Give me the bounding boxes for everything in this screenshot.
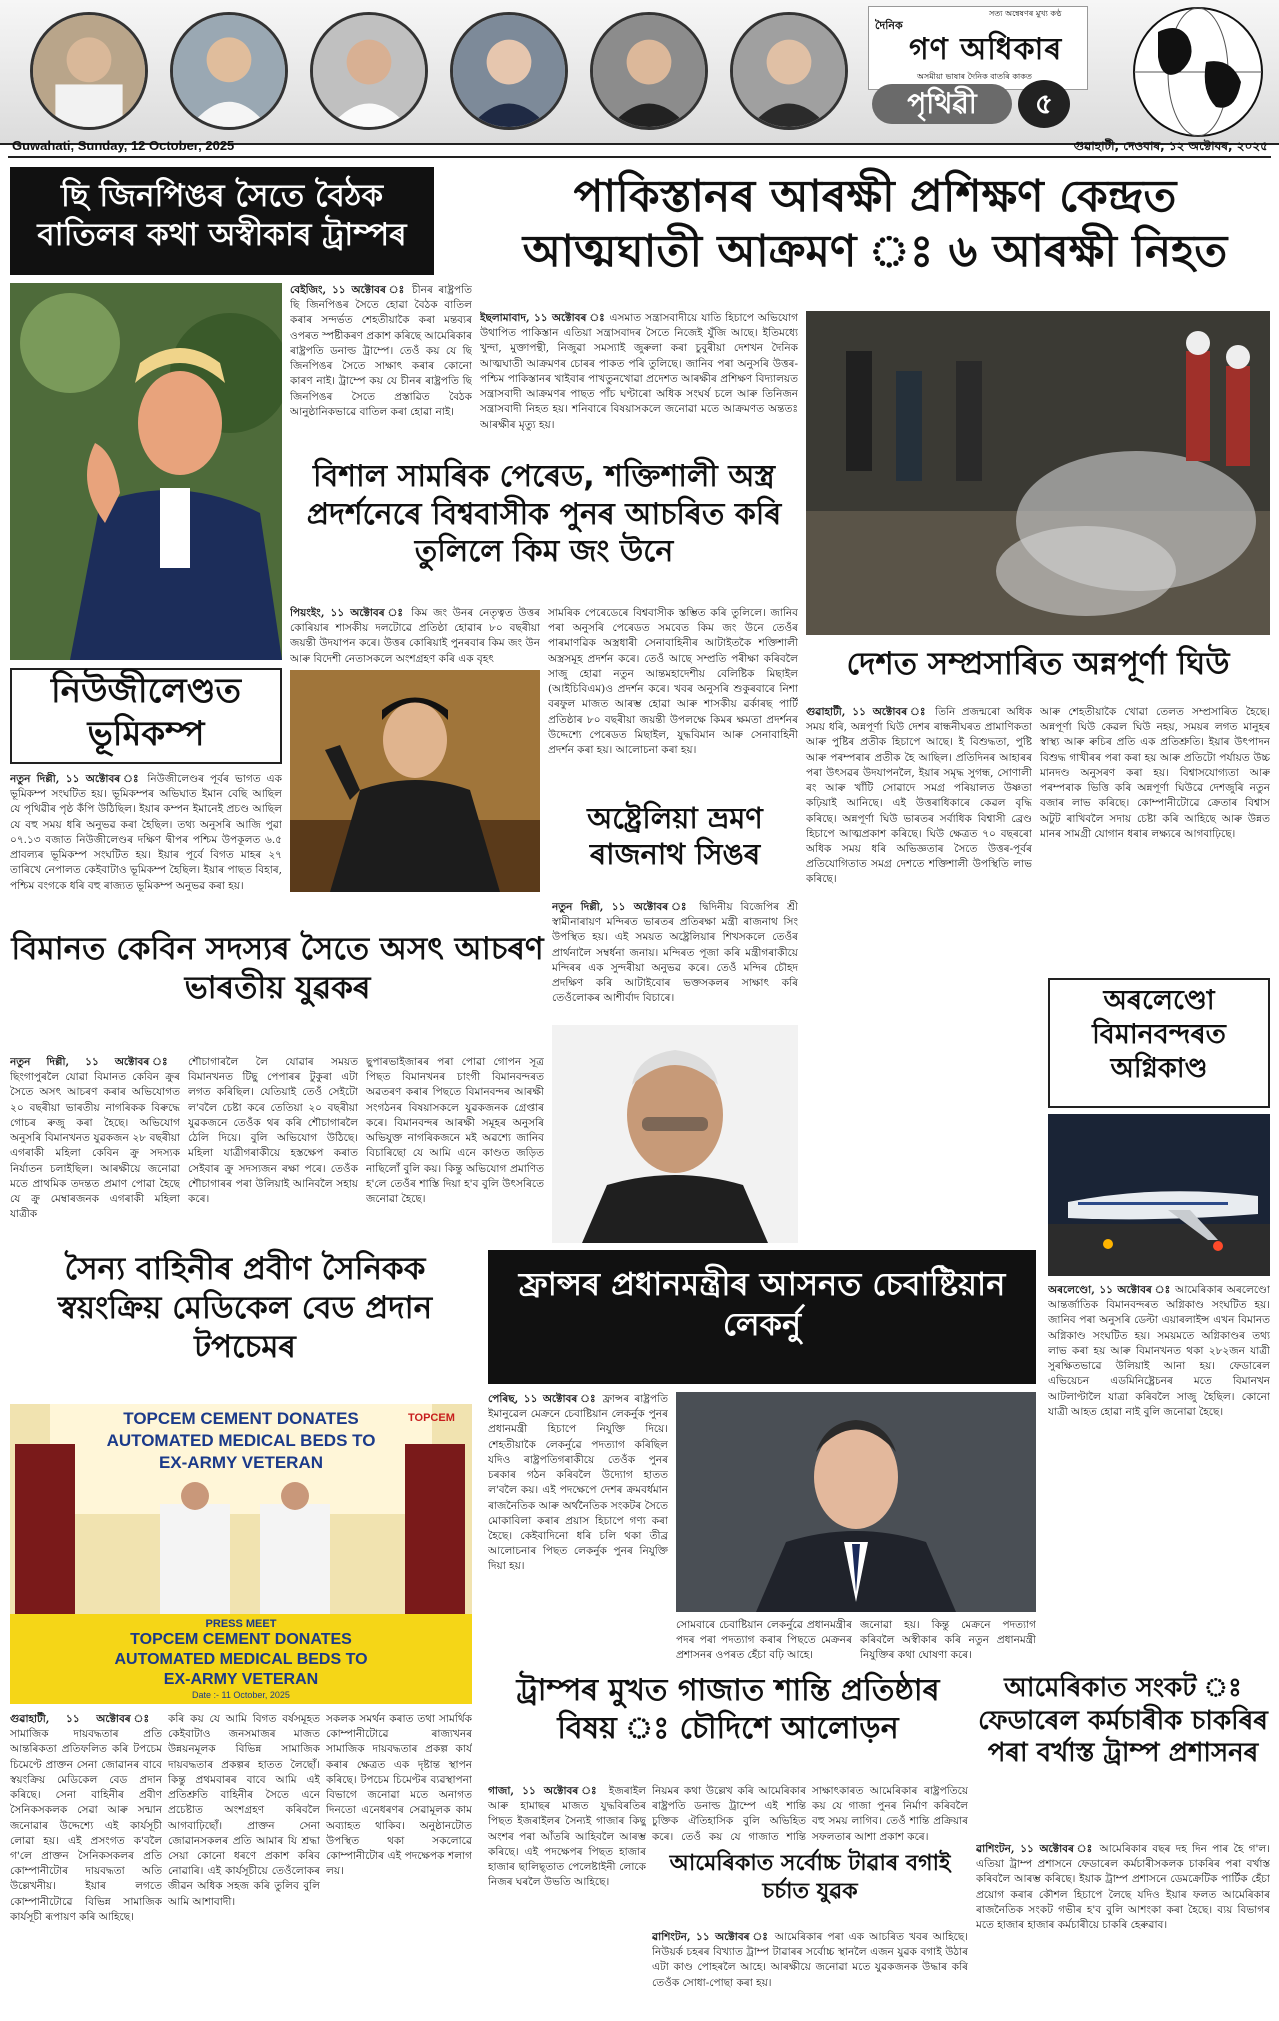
- photo-date: Date :- 11 October, 2025: [192, 1690, 290, 1700]
- leader-portrait: [590, 12, 708, 130]
- page-number: ৫: [1018, 80, 1070, 128]
- dateline: গাজা, ১১ অক্টোবৰ ঃ: [488, 1785, 602, 1797]
- banner-text: EX-ARMY VETERAN: [158, 1453, 324, 1473]
- headline-cabin-crew: বিমানত কেবিন সদস্যৰ সৈতে অসৎ আচৰণ ভাৰতীয় যুৱকৰ: [11, 931, 544, 1006]
- banner-text: TOPCEM CEMENT DONATES: [130, 1631, 352, 1648]
- story-gaza-col1: [488, 1784, 646, 2012]
- leader-portrait: [310, 12, 428, 130]
- story-text: চীনৰ ৰাষ্ট্ৰপতি ছি জিনপিঙৰ সৈতে হোৱা বৈঠক বাতিল কৰাৰ সন্দৰ্ভত শেহতীয়াকৈ কৰা মন্তব্যৰ ওপৰত স্পষ্টীকৰণ প্ৰকাশ কৰিছে আমেৰিকাৰ ৰাষ্ট্ৰপতি ডনাল্ড ট্ৰাম্পে। তেওঁ কয় যে ছি জিনপিঙৰ সৈতে সাক্ষাৎ কৰাৰ কোনো কাৰণ নাই। ট্ৰাম্পে কয় যে চীনৰ ৰাষ্ট্ৰপতি ছি জিনপিঙৰ সৈতে প্ৰস্তাৱিত বৈঠক আনুষ্ঠানিকভাৱে বাতিল কৰা হোৱা নাই।: [290, 284, 472, 418]
- story-text: কিম জং উনৰ নেতৃত্বত উত্তৰ কোৰিয়াৰ শাসকীয় দলটোৱে প্ৰতিষ্ঠা হোৱাৰ ৮০ বছৰীয়া জয়ন্তী উদযাপন কৰে। উত্তৰ কোৰিয়াই পুনৰবাৰ কিম জং উন আৰু বিদেশী নেতাসকলে অংশগ্ৰহণ কৰি এক বৃহৎ: [290, 607, 540, 665]
- logo-name: গণ অধিকাৰ: [909, 32, 1063, 67]
- story-kim-body-left: [290, 606, 540, 666]
- story-text: নিউজীলেণ্ডৰ পূৰ্বৰ ভাগত এক ভূমিকম্প সংঘটিত হয়। ভূমিকম্পৰ অভিঘাত ইমান বেছি আছিল যে পৃথিৱীৰ পৃষ্ঠ কঁপি উঠিছিল। ইয়াৰ কম্পন ইমানেই প্ৰচণ্ড আছিল যে বহু সময় ধৰি অনুভৱ কৰা হৈছিল। তথ্য অনুসৰি আজি পুৱা ০৭.১৩ বজাত নিউজীলেণ্ডৰ দক্ষিণ দ্বীপৰ পশ্চিম উপকূলত ৬.৫ প্ৰাবল্যৰ ভূমিকম্প সংঘটিত হয়। ইয়াৰ পূৰ্বে বিগত মাহৰ ২৭ তাৰিখে নেপালত কেইবাটাও ভূমিকম্প হৈছিল। ইয়াৰ পাছত বিহাৰ, পশ্চিম বংগকে ধৰি বহু ৰাজ্যত ভূমিকম্প অনুভৱ কৰা হয়।: [10, 773, 282, 892]
- dateline: নতুন দিল্লী, ১১ অক্টোবৰ ঃ: [10, 1056, 180, 1068]
- brand-logo: TOPCEM: [408, 1412, 455, 1424]
- story-orlando-body: [1048, 1283, 1270, 1655]
- story-lecornu-bottom: সোমবাৰে চেবাষ্টিয়ান লেকৰ্নুৱে প্ৰধানমন্ত্ৰীৰ পদৰ পৰা পদত্যাগ কৰাৰ পিছতে মেক্ৰনৰ প্ৰশাসনৰ ওপৰত হেঁচা বঢ়ি আহে।: [676, 1619, 852, 1662]
- headline-orlando: অৰলেণ্ডো বিমানবন্দৰত অগ্নিকাণ্ড: [1092, 985, 1226, 1084]
- photo-topcem-event: [10, 1404, 472, 1704]
- globe-icon: [1106, 2, 1276, 142]
- story-gaza-col2: নিয়মৰ কথা উল্লেখ কৰি আমেৰিকাৰ ৰাষ্ট্ৰপতি ডনাল্ড ট্ৰাম্পে এই শান্তি চুক্তিক ঐতিহাসিক বুলি অভিহিত কৰে। তেওঁ কয় যে গাজাত শান্তি: [652, 1785, 806, 1843]
- press-meet-label: PRESS MEET: [205, 1618, 277, 1630]
- story-text: আমেৰিকাৰ অৰলেণ্ডো আন্তৰ্জাতিক বিমানবন্দৰত অগ্নিকাণ্ড সংঘটিত হয়। জানিব পৰা অনুসৰি ডেল্টা এয়াৰলাইন্স এখন বিমানত অগ্নিকাণ্ড সংঘটিত হয়। সময়মতে অগ্নিকাণ্ডৰ তথ্য লাভ কৰা হয় আৰু বিমানখনত থকা ২৮২জন যাত্ৰী সুৰক্ষিতভাৱে উলিয়াই আনা হয়। ফেডাৰেল এভিয়েচন এডমিনিষ্ট্ৰেচনৰ মতে বিমানখন আটলাণ্টালৈ যাত্ৰা কৰিবলৈ সাজু হৈছিল। কোনো যাত্ৰী আহত হোৱা নাই বুলি জনোৱা হৈছে।: [1048, 1284, 1270, 1418]
- banner-text: AUTOMATED MEDICAL BEDS TO: [114, 1651, 368, 1668]
- masthead: [0, 0, 1279, 145]
- dateline: বেইজিং, ১১ অক্টোবৰ ঃ: [290, 284, 407, 296]
- headline-federal: আমেৰিকাত সংকট ঃ ফেডাৰেল কৰ্মচাৰীক চাকৰিৰ পৰা বৰ্খাস্ত ট্ৰাম্প প্ৰশাসনৰ: [978, 1673, 1268, 1768]
- story-pakistan-body: [480, 311, 798, 463]
- story-cabin-col2: শৌচাগাৰলৈ লৈ যোৱাৰ সময়ত বিমানখনত টিছু পেপাৰৰ টুকুৰা এটা লগত কৰিছিল। যেতিয়াই তেওঁ সেইটো ল'বলৈ চেষ্টা কৰে তেতিয়া ২০ বছৰীয়া যুৱকজনে তেওঁক থৰ কৰি শৌচাগাৰলৈ ঠেলি দিয়ে। বুলি অভিযোগ উঠিছে। মহিলা যাত্ৰীগৰাকীয়ে হস্তক্ষেপ কৰাত সেইবাৰ ক্ৰু সদস্যজন ৰক্ষা পৰে। তেওঁক শৌচাগাৰৰ পৰা উলিয়াই আনিবলৈ সহায় কৰে।: [188, 1056, 358, 1205]
- dateline: পিয়ংইং, ১১ অক্টোবৰ ঃ: [290, 607, 406, 619]
- story-text: আমেৰিকাৰ পৰা এক আচৰিত খবৰ আহিছে। নিউয়ৰ্ক চহৰৰ বিখ্যাত ট্ৰাম্প টাৱাৰৰ সৰ্বোচ্চ স্থানলৈ এজন যুৱক বগাই উঠাৰ এটা কাণ্ড পোহৰলৈ আহে। আৰক্ষীয়ে জনোৱা মতে যুৱকজনক উদ্ধাৰ কৰি তেওঁক সোধা-পোছা কৰা হয়।: [652, 1931, 968, 1989]
- story-topcem-col1: [10, 1712, 162, 2012]
- logo-tagline: অসমীয়া ভাষাৰ দৈনিক বাতৰি কাকত: [917, 72, 1032, 81]
- story-gaza-col3: সাক্ষাৎকাৰত আমেৰিকাৰ ৰাষ্ট্ৰপতিয়ে কয় যে গাজা পুনৰ নিৰ্মাণ কৰিবলৈ বহু সময় লাগিব। তেওঁ শান্তি প্ৰক্ৰিয়াৰ সফলতাৰ আশা প্ৰকাশ কৰে।: [812, 1785, 968, 1843]
- logo-motto: সত্য অন্বেষণৰ মুখ্য কণ্ঠ: [989, 9, 1062, 18]
- dateline: অৰলেণ্ডো, ১১ অক্টোবৰ ঃ: [1048, 1284, 1171, 1296]
- story-rajnath-body: [552, 900, 798, 1018]
- section-label: পৃথিৱী: [872, 84, 1012, 124]
- story-lecornu-bottom2: জনোৱা হয়। কিন্তু মেক্ৰনে পদত্যাগ কৰিবলৈ অস্বীকাৰ কৰি নতুন প্ৰধানমন্ত্ৰী নিযুক্তিৰ কথা ঘোষণা কৰে।: [860, 1619, 1036, 1662]
- date-assamese: গুৱাহাটী, দেওবাৰ, ১২ অক্টোবৰ, ২০২৫: [1073, 139, 1268, 153]
- photo-lecornu: [676, 1392, 1036, 1612]
- story-text: আমেৰিকাৰ বছৰ দহ দিন পাৰ হৈ গ'ল। এতিয়া ট্ৰাম্প প্ৰশাসনে ফেডাৰেল কৰ্মচাৰীসকলক চাকৰিৰ পৰা বৰ্খাস্ত কৰিবলৈ আৰম্ভ কৰিছে। ইয়াক ট্ৰাম্প প্ৰশাসনে ডেমক্ৰেটিক পাৰ্টিক হেঁচা প্ৰয়োগ কৰাৰ কৌশল হিচাপে লৈছে যদিও ইয়াৰ ফলত আমেৰিকাৰ ৰাজনৈতিক সংকট গভীৰ হ'ব বুলি আশংকা কৰা হৈছে। ব্যয় বিভাগৰ মতে হাজাৰ হাজাৰ কৰ্মচাৰীয়ে চাকৰি হেৰুৱাব।: [976, 1843, 1270, 1932]
- headline-nz-quake: নিউজীলেণ্ডত ভূমিকম্প: [51, 671, 241, 754]
- story-lecornu-body: [488, 1392, 668, 1664]
- banner-text: EX-ARMY VETERAN: [163, 1671, 319, 1688]
- leader-portrait: [30, 12, 148, 130]
- story-cabin-col3: ছুপাৰভাইজাৰৰ পৰা পোৱা গোপন সূত্ৰ পিছত বিমানখনৰ চাংগী বিমানবন্দৰত অৱতৰণ কৰাৰ পিছতে বিমানবন্দৰ আৰক্ষী সংগঠনৰ বিষয়াসকলে যুৱকজনক গ্ৰেপ্তাৰ কৰে। বিমানবন্দৰ আৰক্ষী সমূহৰ অনুসৰি অভিযুক্ত নাগৰিকজনে মই অৱশ্যে জানিব বিচাৰিছো যে আমি এনে কাণ্ডত জড়িত নাছিলোঁ বুলি কয়। কিন্তু অভিযোগ প্ৰমাণিত হ'লে তেওঁৰ শাস্তি দিয়া হ'ব বুলি উৎসৰিতে জনোৱা হৈছে।: [366, 1056, 544, 1205]
- newspaper-logo: [868, 6, 1088, 90]
- headline-lecornu: ফ্ৰান্সৰ প্ৰধানমন্ত্ৰীৰ আসনত চেবাষ্টিয়ান লেকৰ্নু: [488, 1250, 1036, 1384]
- story-federal-body: [976, 1842, 1270, 2012]
- photo-orlando-plane: [1048, 1114, 1270, 1276]
- dateline: ইছলামাবাদ, ১১ অক্টোবৰ ঃ: [480, 312, 606, 324]
- headline-annapurna: দেশত সম্প্ৰসাৰিত অন্নপূৰ্ণা ঘিউ: [846, 646, 1230, 682]
- dateline: পেৰিছ, ১১ অক্টোবৰ ঃ: [488, 1393, 598, 1405]
- photo-pakistan-attack: [806, 311, 1270, 635]
- headline-trump-gaza: ট্ৰাম্পৰ মুখত গাজাত শান্তি প্ৰতিষ্ঠাৰ বিষয় ঃ চৌদিশে আলোড়ন: [516, 1673, 940, 1746]
- leader-portrait: [450, 12, 568, 130]
- story-text: দ্বিদিনীয় বিজেপিৰ শ্ৰী স্বামীনাৰায়ণ মন্দিৰত ভাৰতৰ প্ৰতিৰক্ষা মন্ত্ৰী ৰাজনাথ সিং উপস্থিত হয়। এই সময়ত অষ্ট্ৰেলিয়াৰ শিখসকলে তেওঁৰ প্ৰাৰ্থনালৈ সম্বৰ্ধনা জনায়। মন্দিৰত পূজা কৰি মন্ত্ৰীগৰাকীয়ে মন্দিৰৰ এক সুন্দৰীয়া অনুভৱ কৰে। তেওঁ মন্দিৰ চৌহদ প্ৰদক্ষিণ কৰি আটাইবোৰ ভক্তসকলৰ সাক্ষাৎ কৰি তেওঁলোকৰ আশীৰ্বাদ বিচাৰে।: [552, 901, 798, 1005]
- story-kim-body-right: সামৰিক পেৰেডেৰে বিশ্ববাসীক স্তম্ভিত কৰি তুলিলে। জানিব পৰা অনুসৰি পেৰেডত সমবেত কিম জং উনে তেওঁৰ পাৰমাণৱিক অস্ত্ৰধাৰী সেনাবাহিনীৰ আটাইতকৈ শক্তিশালী অস্ত্ৰসমূহ প্ৰদৰ্শন কৰে। তেওঁ আছে সম্প্ৰতি পৰীক্ষা কৰিবলৈ সাজু হোৱা নতুন আন্তমহাদেশীয় বেলিষ্টিক মিছাইল (আইচিবিএম)ও প্ৰদৰ্শন কৰে। খবৰ অনুসৰি শুকুৰবাৰে নিশা বৰফুল মাজত আৰম্ভ হোৱা আৰু শাসকীয় ৱৰ্কাৰছ পাৰ্টি প্ৰতিষ্ঠাৰ ৮০ বছৰীয়া জয়ন্তী উপলক্ষে কিমৰ ক্ষমতা প্ৰদৰ্শনৰ উদ্দেশ্যে পেৰেডত মিছাইল, যুদ্ধবিমান আৰু সেনাবাহিনী প্ৰদৰ্শন কৰা হয়। আলোচনা কৰা হয়।: [548, 607, 798, 756]
- dateline: গুৱাহাটী, ১১ অক্টোবৰ ঃ: [806, 706, 929, 718]
- photo-rajnath-singh: [552, 1025, 798, 1243]
- dateline: নতুন দিল্লী, ১১ অক্টোবৰ ঃ: [10, 773, 142, 785]
- headline-pakistan: পাকিস্তানৰ আৰক্ষী প্ৰশিক্ষণ কেন্দ্ৰত আত্মঘাতী আক্ৰমণ ঃ ৬ আৰক্ষী নিহত: [522, 171, 1228, 277]
- logo-prefix: দৈনিক: [875, 19, 903, 32]
- story-annapurna-right: আৰু শেহতীয়াকৈ খোৱা তেলত সম্প্ৰসাৰিত হৈছে। অন্নপূৰ্ণা ঘিউ কেৱল ঘিউ নহয়, সময়ৰ লগত মানুহৰ স্বাস্থ্য আৰু ৰুচিৰ প্ৰতি এক প্ৰতিশ্ৰুতি। ইয়াৰ উৎপাদন বিশুদ্ধ গাখীৰৰ পৰা কৰা হয় আৰু প্ৰতিটো পৰ্যায়ত উচ্চ মানদণ্ড অনুসৰণ কৰা হয়। বিশ্বাসযোগ্যতা আৰু পৰম্পৰাক ভিত্তি কৰি অন্নপূৰ্ণা ঘিউৱে দেশজুৰি নতুন বজাৰ লাভ কৰিছে। কোম্পানীটোৱে ক্ৰেতাৰ বিশ্বাস অটুট ৰাখিবলৈ সদায় চেষ্টা কৰি আহিছে আৰু উন্নত মানৰ সামগ্ৰী যোগান ধৰাৰ লক্ষ্যৰে আগবাঢ়িছে।: [1040, 706, 1270, 840]
- story-text: এসমাত সন্ত্ৰাসবাদীয়ে যাতি হিচাপে অভিযোগ উথাপিত পাকিস্তান এতিয়া সন্ত্ৰাসবাদৰ সৈতে নিজেই যুঁজি আছে। ইতিমধ্যে খুন্দা, মুক্তাপন্থী, নিজুৱা সমস্যাই জুৰুলা কৰা চুবুৰীয়া দেশখন দৈনিক আত্মঘাতী আক্ৰমণৰ চোৰৰ পাকত পৰি তুলিছে। জানিব পৰা অনুসৰি উত্তৰ-পশ্চিম পাকিস্তানৰ খাইবাৰ পাখতুনখোৱা প্ৰদেশত আৰক্ষীৰ প্ৰশিক্ষণ বিদ্যালয়ত সন্ত্ৰাসবাদী আক্ৰমণৰ পাছত পাঁচ ঘণ্টাৰো অধিক সংঘৰ্ষ চলে আৰু তিনিজন সন্ত্ৰাসবাদী নিহত হয়। শনিবাৰে বিষয়াসকলে জনোৱা মতে আক্ৰমণত অন্ততঃ আৰক্ষীৰ মৃত্যু হয়।: [480, 312, 798, 431]
- story-annapurna-left: [806, 705, 1032, 1093]
- banner-text: AUTOMATED MEDICAL BEDS TO: [106, 1431, 376, 1451]
- headline-trump-xi: ছি জিনপিঙৰ সৈতে বৈঠক বাতিলৰ কথা অস্বীকাৰ ট্ৰাম্পৰ: [10, 167, 434, 275]
- headline-kim-parade: বিশাল সামৰিক পেৰেড, শক্তিশালী অস্ত্ৰ প্ৰদৰ্শনেৰে বিশ্ববাসীক পুনৰ আচৰিত কৰি তুলিলে কিম জং উনে: [306, 459, 782, 569]
- date-english: Guwahati, Sunday, 12 October, 2025: [12, 138, 235, 153]
- divider: [8, 156, 1271, 158]
- story-text: সামাজিক দায়বদ্ধতাৰ প্ৰতি আন্তৰিকতা প্ৰতিফলিত কৰি টপচেম চিমেণ্টে প্ৰাক্তন সেনা জোৱানৰ বাবে স্বয়ংক্ৰিয় মেডিকেল বেড প্ৰদান কৰিছে। সেনা বাহিনীৰ প্ৰবীণ সৈনিকসকলক সেৱা আৰু সন্মান জনোৱাৰ উদ্দেশ্যে এই কাৰ্যসূচী লোৱা হয়। এই প্ৰসংগত ক'বলৈ গ'লে প্ৰাক্তন সৈনিকসকলৰ প্ৰতি কোম্পানীটোৰ দায়বদ্ধতা অতি উল্লেখনীয়। ইয়াৰ লগতে কোম্পানীটোৱে বিভিন্ন সামাজিক কাৰ্যসূচী ৰূপায়ণ কৰি আহিছে।: [10, 1728, 162, 1923]
- story-cabin-col1: [10, 1055, 180, 1245]
- dateline: ৱাশিংটন, ১১ অক্টোবৰ ঃ: [652, 1931, 770, 1943]
- story-nz-body: [10, 772, 282, 917]
- headline-youth-tower: আমেৰিকাত সৰ্বোচ্চ টাৱাৰ বগাই চৰ্চাত যুৱক: [669, 1851, 951, 1904]
- story-text: ইজৰাইল আৰু হামাছৰ মাজত যুদ্ধবিৰতিৰ পিছত ইজৰাইলৰ সৈন্যই গাজাৰ কিছু অংশৰ পৰা আঁতৰি আহিবলৈ আৰম্ভ কৰিছে। এই পদক্ষেপৰ পিছত হাজাৰ হাজাৰ ছালিছ্তাত পেলেষ্টাইনী লোকে নিজৰ ঘৰলৈ উভতি আহিছে।: [488, 1785, 646, 1889]
- leader-portrait: [730, 12, 848, 130]
- story-topcem-col3: সকলক সমৰ্থন কৰাত তথা সামৰ্থিক কোম্পানীটোৱে ৰাজ্যখনৰ সামাজিক দায়বদ্ধতাৰ প্ৰকল্প কাৰ্য কৰাৰ ক্ষেত্ৰত এক দৃষ্টান্ত স্থাপন কৰিছে। টপচেম চিমেণ্টৰ ব্যৱস্থাপনা বিভাগে জনোৱা মতে অনাগত দিনতো এনেধৰণৰ সেৱামূলক কাম অব্যাহত থাকিব। অনুষ্ঠানটোত উপস্থিত থকা সকলোৱে কোম্পানীটোৰ এই পদক্ষেপক শলাগ লয়।: [326, 1713, 472, 1878]
- banner-text: TOPCEM CEMENT DONATES: [123, 1409, 359, 1428]
- story-text: ফ্ৰান্সৰ ৰাষ্ট্ৰপতি ইমানুৱেল মেক্ৰনে চেবাষ্টিয়ান লেকৰ্নুক পুনৰ প্ৰধানমন্ত্ৰী হিচাপে নিযুক্তি দিয়ে। শেহতীয়াকৈ লেকৰ্নুৱে পদত্যাগ কৰিছিল যদিও ৰাষ্ট্ৰপতিগৰাকীয়ে তেওঁক পুনৰ চৰকাৰ গঠন কৰিবলৈ উদ্যোগ হাতত ল'বলৈ কয়। এই পদক্ষেপে দেশৰ ক্ৰমবৰ্ধমান ৰাজনৈতিক আৰু অৰ্থনৈতিক সংকটৰ সৈতে মোকাবিলা কৰাৰ প্ৰয়াস হিচাপে গণ্য কৰা হৈছে। কেইবাদিনো ধৰি চলি থকা তীব্ৰ আলোচনাৰ পিছত লেকৰ্নুক পুনৰ নিযুক্তি দিয়া হয়।: [488, 1393, 668, 1573]
- headline-topcem: সৈন্য বাহিনীৰ প্ৰবীণ সৈনিকক স্বয়ংক্ৰিয় মেডিকেল বেড প্ৰদান টপচেমৰ: [57, 1251, 433, 1365]
- dateline: গুৱাহাটী, ১১ অক্টোবৰ ঃ: [10, 1713, 162, 1725]
- story-youth-body: [652, 1930, 968, 2012]
- story-topcem-col2: কৰি কয় যে আমি বিগত বৰ্ষসমূহত কেইবাটাও জনসমাজৰ মাজত উন্নয়নমূলক বিভিন্ন সামাজিক দায়বদ্ধতাৰ প্ৰকল্পৰ হাতত লৈছোঁ। কিন্তু প্ৰথমবাৰৰ বাবে আমি এই প্ৰতিশ্ৰুতি বাহিনীৰ সৈতে এনে প্ৰচেষ্টাত অংশগ্ৰহণ কৰিবলৈ আগবাঢ়িছোঁ। প্ৰাক্তন সেনা জোৱানসকলৰ প্ৰতি আমাৰ যি শ্ৰদ্ধা সেয়া কোনো ধৰণে প্ৰকাশ কৰিব নোৱাৰি। এই কাৰ্যসূচীয়ে তেওঁলোকৰ জীৱন অধিক সহজ কৰি তুলিব বুলি আমি আশাবাদী।: [168, 1713, 320, 1908]
- photo-trump: [10, 283, 282, 660]
- story-text: ছিংগাপুৰলৈ যোৱা বিমানত কেবিন ক্ৰুৰ সৈতে অসৎ আচৰণ কৰাৰ অভিযোগত ২০ বছৰীয়া ভাৰতীয় নাগৰিকক বিৰুদ্ধে গোচৰ ৰুজু কৰা হৈছে। অভিযোগ অনুসৰি বিমানখনত যুৱকজন ২৮ বছৰীয়া এগৰাকী মহিলা কেবিন ক্ৰু সদস্যক নিৰ্যাতন চলাইছিল। আৰক্ষীয়ে জনোৱা মতে প্ৰাথমিক তদন্তত প্ৰমাণ পোৱা হৈছে যে ক্ৰু মেম্বাৰজনক এগৰাকী মহিলা যাত্ৰীক: [10, 1071, 180, 1221]
- story-text: তিনি প্ৰজন্মৰো অধিক সময় ধৰি, অন্নপূৰ্ণা ঘিউ দেশৰ ৰান্ধনীঘৰত প্ৰামাণিকতা আৰু পুষ্টিৰ প্ৰতীক হিচাপে আছে। ই বিশুদ্ধতা, পুষ্টি আৰু পৰম্পৰাৰ প্ৰতীক হৈ আছিল। প্ৰতিদিনৰ আহাৰৰ পৰা উৎসৱৰ উদযাপনলৈ, ইয়াৰ সমৃদ্ধ সুগন্ধ, সোণালী ৰং আৰু খাঁটি সোৱাদে সমগ্ৰ পৰিয়ালত উষ্ণতা কঢ়িয়াই আনিছে। এই উত্তৰাধিকাৰে কেৱল বৃদ্ধি কৰিছে। অন্নপূৰ্ণা ঘিউ ভাৰতৰ সৰ্বাধিক বিশ্বাসী ব্ৰেণ্ড হিচাপে আত্মপ্ৰকাশ কৰিছে। ঘিউ ক্ষেত্ৰত ৭০ বছৰৰো অধিক সময় ধৰি অভিজ্ঞতাৰ সৈতে উত্তৰ-পূৰ্বৰ প্ৰতিযোগিতাত সমগ্ৰ দেশতে শক্তিশালী উপস্থিতি লাভ কৰিছে।: [806, 706, 1032, 886]
- photo-kim-jong-un: [290, 670, 540, 892]
- dateline: ৱাশিংটন, ১১ অক্টোবৰ ঃ: [976, 1843, 1095, 1855]
- headline-rajnath: অষ্ট্ৰেলিয়া ভ্ৰমণ ৰাজনাথ সিঙৰ: [587, 801, 763, 872]
- dateline: নতুন দিল্লী, ১১ অক্টোবৰ ঃ: [552, 901, 692, 913]
- leader-portrait: [170, 12, 288, 130]
